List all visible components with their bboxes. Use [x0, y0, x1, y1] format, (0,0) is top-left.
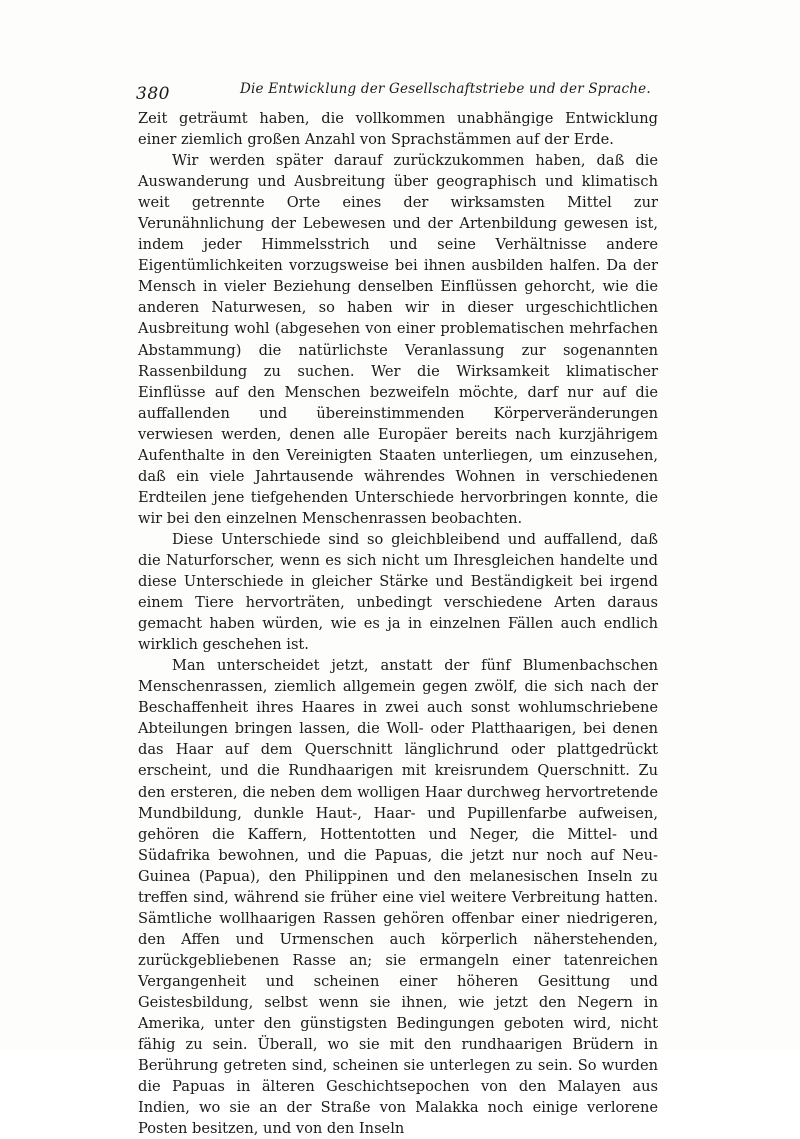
running-head: [136, 74, 656, 104]
paragraph: Diese Unterschiede sind so gleichbleibend und auffallend, daß die Naturforscher, wenn es sich nicht um Ihresgleichen handelte und diese Unterschiede in gleicher Stärke und Beständigkeit bei irgend einem Tiere hervorträten, unbedingt verschiedene Arten daraus gemacht haben würden, wie es ja in einzelnen Fällen auch endlich wirklich geschehen ist.: [138, 530, 658, 654]
page-number: 380: [136, 84, 170, 104]
paragraph: Wir werden später darauf zurückzukommen haben, daß die Auswanderung und Ausbreitung über geographisch und klimatisch weit getrennte Orte eines der wirksamsten Mittel zur Verunähnlichung der Lebewesen und der Artenbildung gewesen ist, indem jeder Himmelsstrich und seine Verhältnisse andere Eigentümlichkeiten vorzugsweise bei ihnen ausbilden halfen. Da der Mensch in vieler Beziehung denselben Einflüssen gehorcht, wie die anderen Naturwesen, so haben wir in dieser urgeschichtlichen Ausbreitung wohl (abgesehen von einer problematischen mehrfachen Abstammung) die natürlichste Veranlassung zur sogenannten Rassenbildung zu suchen. Wer die Wirksamkeit klimatischer Einflüsse auf den Menschen bezweifeln möchte, darf nur auf die auffallenden und übereinstimmenden Körperveränderungen verwiesen werden, denen alle Europäer bereits nach kurzjährigem Aufenthalte in den Vereinigten Staaten unterliegen, um einzusehen, daß ein viele Jahrtausende währendes Wohnen in verschiedenen Erdteilen jene tiefgehenden Unterschiede hervorbringen konnte, die wir bei den einzelnen Menschenrassen beobachten.: [138, 152, 658, 527]
running-title: Die Entwicklung der Gesellschaftstriebe und der Sprache.: [240, 81, 651, 97]
paragraph-continuation: Zeit geträumt haben, die vollkommen unabhängige Entwicklung einer ziemlich großen Anzahl von Sprachstämmen auf der Erde.: [138, 110, 658, 149]
paragraph: Man unterscheidet jetzt, anstatt der fünf Blumenbachschen Menschenrassen, ziemlich allgemein gegen zwölf, die sich nach der Beschaffenheit ihres Haares in zwei auch sonst wohlumschriebene Abteilungen bringen lassen, die Woll- oder Platthaarigen, bei denen das Haar auf dem Querschnitt länglichrund oder plattgedrückt erscheint, und die Rundhaarigen mit kreisrundem Querschnitt. Zu den ersteren, die neben dem wolligen Haar durchweg hervortretende Mundbildung, dunkle Haut-, Haar- und Pupillenfarbe aufweisen, gehören die Kaffern, Hottentotten und Neger, die Mittel- und Südafrika bewohnen, und die Papuas, die jetzt nur noch auf Neu-Guinea (Papua), den Philippinen und den melanesischen Inseln zu treffen sind, während sie früher eine viel weitere Verbreitung hatten. Sämtliche wollhaarigen Rassen gehören offenbar einer niedrigeren, den Affen und Urmenschen auch körperlich näherstehenden, zurückgebliebenen Rasse an; sie ermangeln einer tatenreichen Vergangenheit und scheinen einer höheren Gesittung und Geistesbildung, selbst wenn sie ihnen, wie jetzt den Negern in Amerika, unter den günstigsten Bedingungen geboten wird, nicht fähig zu sein. Überall, wo sie mit den rundhaarigen Brüdern in Berührung getreten sind, scheinen sie unterlegen zu sein. So wurden die Papuas in älteren Geschichtsepochen von den Malayen aus Indien, wo sie an der Straße von Malakka noch einige verlorene Posten besitzen, und von den Inseln: [138, 657, 658, 1138]
body-text: [138, 108, 658, 1139]
